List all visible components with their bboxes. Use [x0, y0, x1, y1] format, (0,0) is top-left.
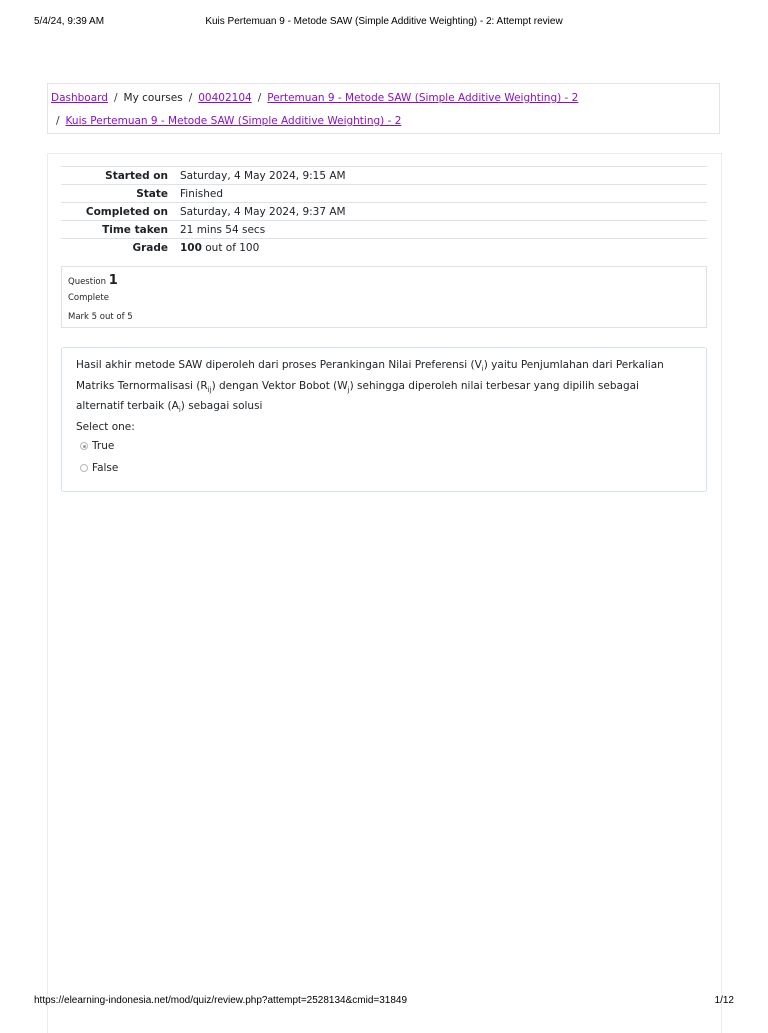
summary-row-completed: [61, 203, 707, 221]
answer-option-label: True: [92, 440, 115, 452]
question-number-value: 1: [108, 273, 118, 288]
answer-option-true[interactable]: [80, 440, 114, 452]
answer-option-label: False: [92, 462, 119, 474]
breadcrumb-dashboard-link[interactable]: Dashboard: [51, 92, 108, 104]
select-one-prompt: Select one:: [76, 421, 135, 433]
summary-row-state: [61, 185, 707, 203]
summary-label: Grade: [132, 241, 168, 254]
subscript-i: i: [178, 406, 181, 415]
attempt-summary-table: [61, 166, 707, 257]
summary-label: Completed on: [85, 205, 168, 218]
summary-row-time-taken: [61, 221, 707, 239]
summary-value: 21 mins 54 secs: [180, 223, 266, 236]
question-label: Question: [68, 277, 107, 287]
breadcrumb-separator: /: [113, 92, 118, 104]
subscript-ij: ij: [207, 385, 212, 394]
radio-unchecked-icon[interactable]: [80, 464, 88, 472]
summary-label: State: [136, 187, 168, 200]
question-text-part: ) dengan Vektor Bobot (W: [211, 379, 348, 392]
question-state: Complete: [68, 293, 109, 303]
subscript-j: j: [347, 385, 350, 394]
summary-value: [178, 239, 707, 257]
summary-value: Saturday, 4 May 2024, 9:15 AM: [180, 169, 346, 182]
print-page-number: 1/12: [714, 995, 734, 1006]
print-url: https://elearning-indonesia.net/mod/quiz/review.php?attempt=2528134&cmid=31849: [34, 995, 408, 1006]
question-mark: Mark 5 out of 5: [68, 312, 133, 322]
breadcrumb-section-link[interactable]: Pertemuan 9 - Metode SAW (Simple Additive Weighting) - 2: [267, 92, 579, 104]
grade-total: out of 100: [201, 241, 260, 254]
summary-label: Time taken: [102, 223, 168, 236]
question-text-part: ) yaitu Penjumlahan dari Perkalian Matriks Ternormalisasi (R: [76, 359, 664, 392]
breadcrumb-my-courses: My courses: [123, 92, 183, 104]
summary-row-started: [61, 167, 707, 185]
breadcrumb-separator: /: [56, 115, 60, 127]
breadcrumb-separator: /: [188, 92, 193, 104]
question-content: [61, 347, 707, 492]
summary-value: Finished: [180, 187, 224, 200]
summary-label: Started on: [105, 169, 168, 182]
question-text-part: ) sehingga diperoleh nilai terbesar yang dipilih sebagai alternatif terbaik (A: [76, 379, 639, 413]
breadcrumb-course-link[interactable]: 00402104: [198, 92, 252, 104]
radio-checked-icon[interactable]: [80, 442, 88, 450]
question-text-part: ) sebagai solusi: [180, 400, 263, 413]
summary-row-grade: [61, 239, 707, 257]
breadcrumb-quiz-link[interactable]: Kuis Pertemuan 9 - Metode SAW (Simple Additive Weighting) - 2: [65, 115, 402, 127]
answer-option-false[interactable]: [80, 462, 118, 474]
subscript-i: i: [481, 365, 484, 374]
breadcrumb-separator: /: [257, 92, 262, 104]
print-datetime: 5/4/24, 9:39 AM: [34, 16, 105, 27]
grade-score: 100: [180, 241, 202, 254]
breadcrumb: [47, 83, 720, 134]
question-text-part: Hasil akhir metode SAW diperoleh dari proses Perankingan Nilai Preferensi (V: [76, 359, 482, 371]
question-info-panel: [61, 266, 707, 328]
question-number: [68, 273, 118, 288]
question-text: [76, 357, 686, 419]
summary-value: Saturday, 4 May 2024, 9:37 AM: [180, 205, 346, 218]
print-page-title: Kuis Pertemuan 9 - Metode SAW (Simple Additive Weighting) - 2: Attempt review: [205, 16, 563, 27]
